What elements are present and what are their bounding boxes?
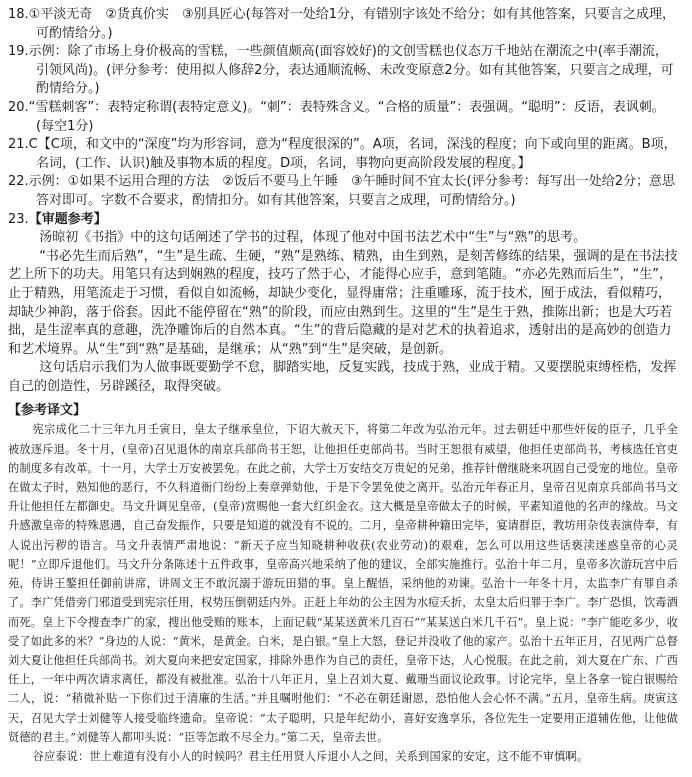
essay-guidance	[8, 229, 678, 396]
essay-paragraph-3: 这句话启示我们为人做事既要勤学不怠，脚踏实地，反复实践，技成于熟，业成于精。又要摆脱束缚桎梏，发挥自己的创造性，另辟蹊径，取得突破。	[8, 360, 677, 394]
essay-paragraph-1: 汤晾初《书指》中的这句话阐述了学书的过程，体现了他对中国书法艺术中“生”与“熟”的思考。	[39, 230, 587, 246]
answer-23-heading	[8, 211, 678, 230]
translation-paragraph-2: 谷应泰说：世上难道有没有小人的时候吗？君主任用贤人斥退小人之间，关系到国家的安定，这不能不审慎啊。	[32, 749, 589, 763]
answer-19: 19.示例：除了市场上身价极高的雪糕，一些颜值颇高(面容姣好)的文创雪糕也仪态万千地站在潮流之中(率手潮流，引领风尚)。(评分参考：使用拟人修辞2分，表达通顺流畅、未改变原意2分。如有其他答案，只要言之成理，可酌情给分。)	[8, 44, 674, 97]
review-heading: 【审题参考】	[28, 211, 107, 227]
answer-20: 20.“雪糕刺客”：表特定称谓(表特定意义)。“刺”：表特殊含义。“合格的质量”：表强调。“聪明”：反语，表讽刺。(每空1分)	[8, 99, 665, 134]
translation-paragraph-1: 宪宗成化二十三年九月壬寅日，皇太子继承皇位，下诏大赦天下，将第二年改为弘治元年。过去朝廷中那些奸佞的臣子，几乎全被放逐斥退。冬十月，(皇帝)召见退休的南京兵部尚书王恕，让他担任吏部尚书。当时王恕很有威望，他担任吏部尚书，考核选任官吏的制度多有改革。十一月，大学士万安被罢免。在此之前，大学士万安结交万贵妃的兄弟，推荐针僧继晓来巩固自己受宠的地位。皇帝在做太子时，熟知他的恶行，不久科道衙门纷纷上奏章弹劾他，于是下令罢免使之离开。弘治元年春正月，皇帝召见南京兵部尚书马文升让他担任左都御史。马文升调见皇帝，(皇帝)赏赐他一套大红织金衣。这大概是皇帝做太子的时候，平素知道他的名声的缘故。马文升感激皇帝的特殊恩遇，自己奋发振作，只要是知道的就没有不说的。二月，皇帝耕种籍田完毕，宴请群臣，教坊用杂伎表演侍奉，有人说出污秽的语言。马文升表情严肃地说：“新天子应当知晓耕种收获(农业劳动)的艰难，怎么可以用这些话亵渎迷惑皇帝的心灵呢！”立即斥退他们。马文升分条陈述十五件政事，皇帝高兴地采纳了他的建议，全部实施推行。弘治十年二月，皇帝多次游玩宫中后苑，侍讲王鏊担任御前讲席，讲周文王不敢沉溺于游玩田猎的事。皇上醒悟，采纳他的劝谏。弘治十一年冬十月，太监李广有罪自杀了。李广凭借旁门邪道受到宪宗任用，权势压倒朝廷内外。正赶上年幼的公主因为水痘夭折，太皇太后归罪于李广。李广恐惧，饮毒酒而死。皇上下令搜查李广的家，搜出他受贿的账本，上面记载“某某送黄米几百石”“某某送白米几千石”。皇上说：“李广能吃多少，收受了如此多的米？”身边的人说：“黄米，是黄金。白米，是白银。”皇上大怒，登记并没收了他的家产。弘治十五年正月，召见两广总督刘大夏让他担任兵部尚书。刘大夏向来把安定国家，排除外患作为自己的责任，皇帝下达，人心悦服。在此之前，刘大夏在广东、广西任上，一年中两次请求离任，都没有被批准。弘治十八年正月，皇上召刘大夏、戴珊当面议论政事。讨论完毕，皇上各拿一锭白银赐给二人，说：“稍微补贴一下你们过于清廉的生活。”并且嘱咐他们：“不必在朝廷谢恩，恐怕他人会心怀不满。”五月，皇帝生病。庚寅这天，召见大学士刘健等人接受临终遗命。皇帝说：“太子聪明，只是年纪幼小，喜好安逸享乐，各位先生一定要用正道辅佐他，让他做贤德的君主。”刘健等人都叩头说：“臣等怎敢不尽全力。”第二天，皇帝去世。	[8, 423, 678, 744]
answer-18: 18.①平淡无奇 ②货真价实 ③别具匠心(每答对一处给1分，有错别字该处不给分；如有其他答案，只要言之成理，可酌情给分。)	[8, 7, 675, 41]
translation-heading: 【参考译文】	[8, 403, 87, 419]
translation-body	[8, 420, 678, 766]
essay-paragraph-2: “书必先生而后熟”，“生”是生疏、生硬，“熟”是熟练、精熟，由生到熟，是刻苦修练的结果，强调的是在书法技艺上所下的功夫。用笔只有达到娴熟的程度，技巧了然于心，才能得心应手，意到笔随。“亦必先熟而后生”，“生”，止于精熟，用笔流走于习惯，看似自如流畅，却缺少变化，显得庸常；注重雕琢，流于技术，囿于成法，看似精巧，却缺少神韵，落于俗套。因此不能停留在“熟”的阶段，而应由熟到生。这里的“生”是生于熟，推陈出新；也是大巧若拙，是生涩率真的意趣，洗净雕饰后的自然本真。“生”的背后隐藏的是对艺术的执着追求，透射出的是高妙的创造力和艺术境界。从“生”到“熟”是基础，是继承；从“熟”到“生”是突破，是创新。	[8, 248, 678, 357]
answer-23-number: 23.	[8, 211, 29, 227]
answer-section	[8, 6, 678, 396]
answer-22: 22.示例：①如果不运用合理的方法 ②饭后不要马上午睡 ③午睡时间不宜太长(评分参考：每写出一处给2分；意思答对即可。字数不合要求，酌情扣分。如有其他答案，只要言之成理，可酌情给分。)	[8, 174, 675, 208]
answer-21: 21.C【C项，和文中的“深度”均为形容词，意为“程度很深的”。A项，名词，深浅的程度；向下或向里的距离。B项，名词，(工作、认识)触及事物本质的程度。D项，名词，事物向更高阶段发展的程度。】	[8, 137, 677, 171]
